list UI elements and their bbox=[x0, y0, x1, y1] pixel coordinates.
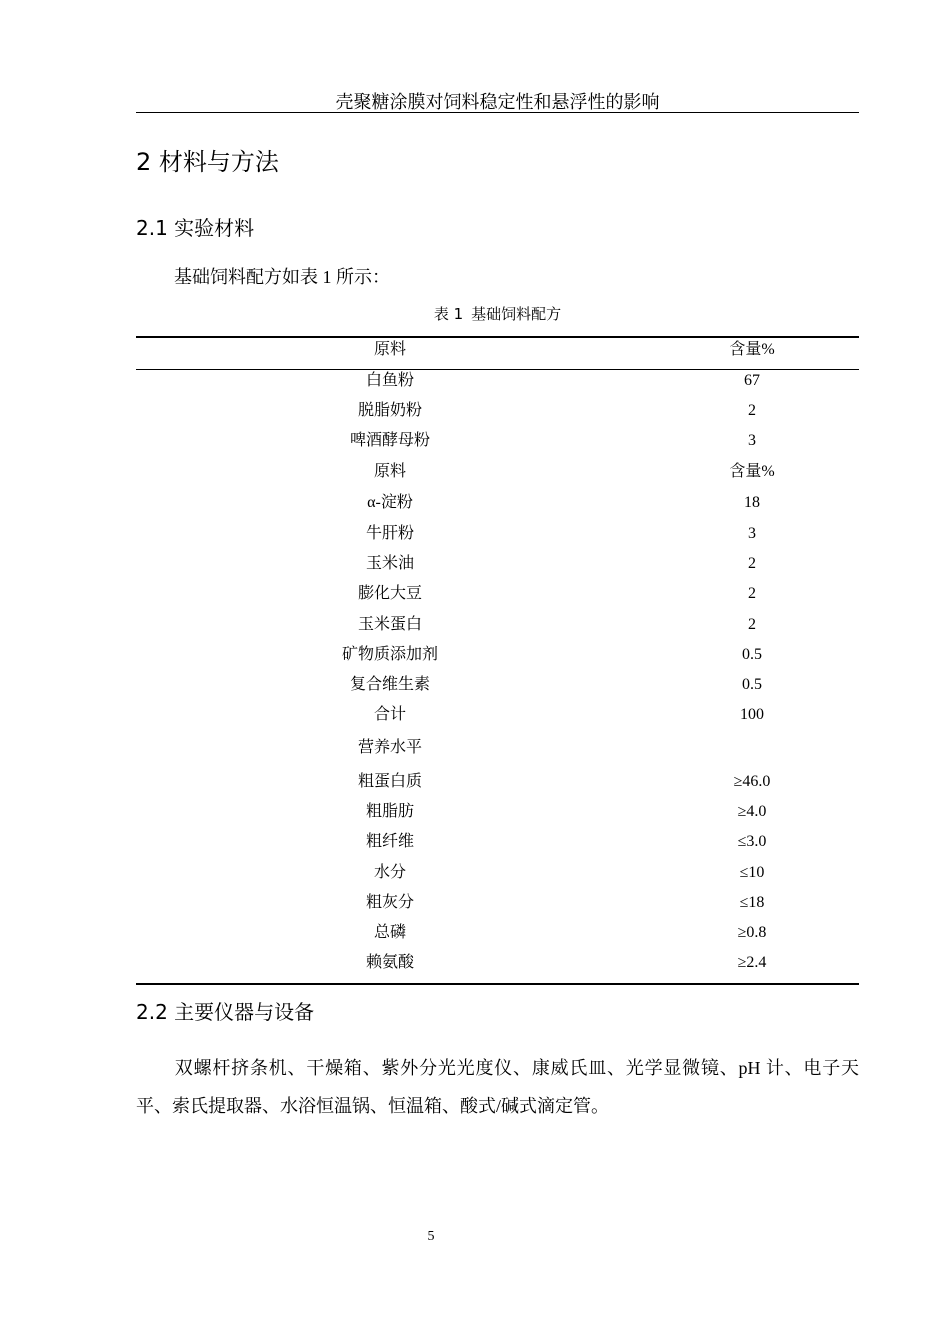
table-cell-ingredient: 粗蛋白质 bbox=[357, 773, 422, 790]
table-body bbox=[136, 370, 859, 982]
table-header-row bbox=[136, 339, 859, 361]
table-cell-content: 含量% bbox=[729, 463, 775, 480]
table-cell-content: 100 bbox=[740, 706, 764, 723]
table-row bbox=[136, 922, 859, 944]
table-header-content: 含量% bbox=[729, 341, 775, 358]
table-row bbox=[136, 614, 859, 636]
table-cell-content: ≤10 bbox=[739, 864, 765, 881]
table-cell-ingredient: 营养水平 bbox=[357, 739, 422, 756]
table-row bbox=[136, 862, 859, 884]
running-header: 壳聚糖涂膜对饲料稳定性和悬浮性的影响 bbox=[335, 92, 660, 112]
table-cell-ingredient: 牛肝粉 bbox=[365, 525, 414, 542]
table-cell-ingredient: 膨化大豆 bbox=[357, 585, 422, 602]
table-cell-content: ≥46.0 bbox=[733, 773, 771, 790]
table-caption-title: 基础饲料配方 bbox=[471, 305, 562, 323]
table-cell-ingredient: 玉米油 bbox=[365, 555, 414, 572]
table-cell-content: ≥0.8 bbox=[737, 924, 767, 941]
table-cell-ingredient: 脱脂奶粉 bbox=[357, 402, 422, 419]
table-row bbox=[136, 370, 859, 392]
table-cell-content: 2 bbox=[748, 616, 756, 633]
table-cell-ingredient: 啤酒酵母粉 bbox=[349, 432, 430, 449]
table-row bbox=[136, 674, 859, 696]
table-cell-ingredient: 赖氨酸 bbox=[365, 954, 414, 971]
table-row bbox=[136, 801, 859, 823]
table-cell-content: 0.5 bbox=[742, 676, 762, 693]
table-row bbox=[136, 892, 859, 914]
table-cell-ingredient: 白鱼粉 bbox=[365, 372, 414, 389]
table-cell-ingredient: 合计 bbox=[373, 706, 406, 723]
table-cell-ingredient: 玉米蛋白 bbox=[357, 616, 422, 633]
table-cell-content: 3 bbox=[748, 432, 756, 449]
table-cell-ingredient: 粗脂肪 bbox=[365, 803, 414, 820]
table-row bbox=[136, 492, 859, 514]
table-row bbox=[136, 644, 859, 666]
table-header-ingredient: 原料 bbox=[373, 341, 406, 358]
table-cell-content: 67 bbox=[744, 372, 760, 389]
table-cell-ingredient: 原料 bbox=[373, 463, 406, 480]
table-cell-ingredient: 总磷 bbox=[373, 924, 406, 941]
table-row bbox=[136, 523, 859, 545]
table-cell-content: 18 bbox=[744, 494, 760, 511]
table-cell-content: 2 bbox=[748, 402, 756, 419]
table-cell-content: ≤18 bbox=[739, 894, 765, 911]
section-heading: 2 材料与方法 bbox=[136, 148, 279, 176]
page-number: 5 bbox=[427, 1229, 435, 1244]
table-bottom-rule bbox=[136, 983, 859, 985]
table-cell-content: 3 bbox=[748, 525, 756, 542]
table-cell-content: ≥2.4 bbox=[737, 954, 767, 971]
table-row bbox=[136, 737, 859, 759]
intro-text: 基础饲料配方如表 1 所示： bbox=[174, 267, 390, 287]
table-cell-ingredient: 粗纤维 bbox=[365, 833, 414, 850]
table-cell-ingredient: 复合维生素 bbox=[349, 676, 430, 693]
table-cell-ingredient: 水分 bbox=[373, 864, 406, 881]
subsection-heading-equipment: 2.2 主要仪器与设备 bbox=[136, 1000, 315, 1024]
table-row bbox=[136, 952, 859, 974]
table-caption bbox=[136, 304, 859, 324]
table-cell-ingredient: α-淀粉 bbox=[367, 494, 413, 511]
equipment-text: 双螺杆挤条机、干燥箱、紫外分光光度仪、康威氏皿、光学显微镜、pH 计、电子天平、索氏提取器、水浴恒温锅、恒温箱、酸式/碱式滴定管。 bbox=[136, 1058, 859, 1116]
table-row bbox=[136, 704, 859, 726]
table-cell-content: 0.5 bbox=[742, 646, 762, 663]
table-caption-number: 表 1 bbox=[433, 305, 464, 323]
table-cell-content: 2 bbox=[748, 555, 756, 572]
table-cell-content: 2 bbox=[748, 585, 756, 602]
table-row bbox=[136, 771, 859, 793]
table-row bbox=[136, 553, 859, 575]
table-row bbox=[136, 831, 859, 853]
table-top-rule bbox=[136, 336, 859, 338]
table-cell-content: ≥4.0 bbox=[737, 803, 767, 820]
table-cell-ingredient: 矿物质添加剂 bbox=[341, 646, 438, 663]
equipment-paragraph bbox=[136, 1049, 859, 1125]
header-rule bbox=[136, 112, 859, 113]
table-cell-content: ≤3.0 bbox=[737, 833, 767, 850]
table-row bbox=[136, 400, 859, 422]
table-row bbox=[136, 461, 859, 483]
table-row bbox=[136, 583, 859, 605]
subsection-heading-materials: 2.1 实验材料 bbox=[136, 216, 255, 240]
table-row bbox=[136, 430, 859, 452]
table-cell-ingredient: 粗灰分 bbox=[365, 894, 414, 911]
